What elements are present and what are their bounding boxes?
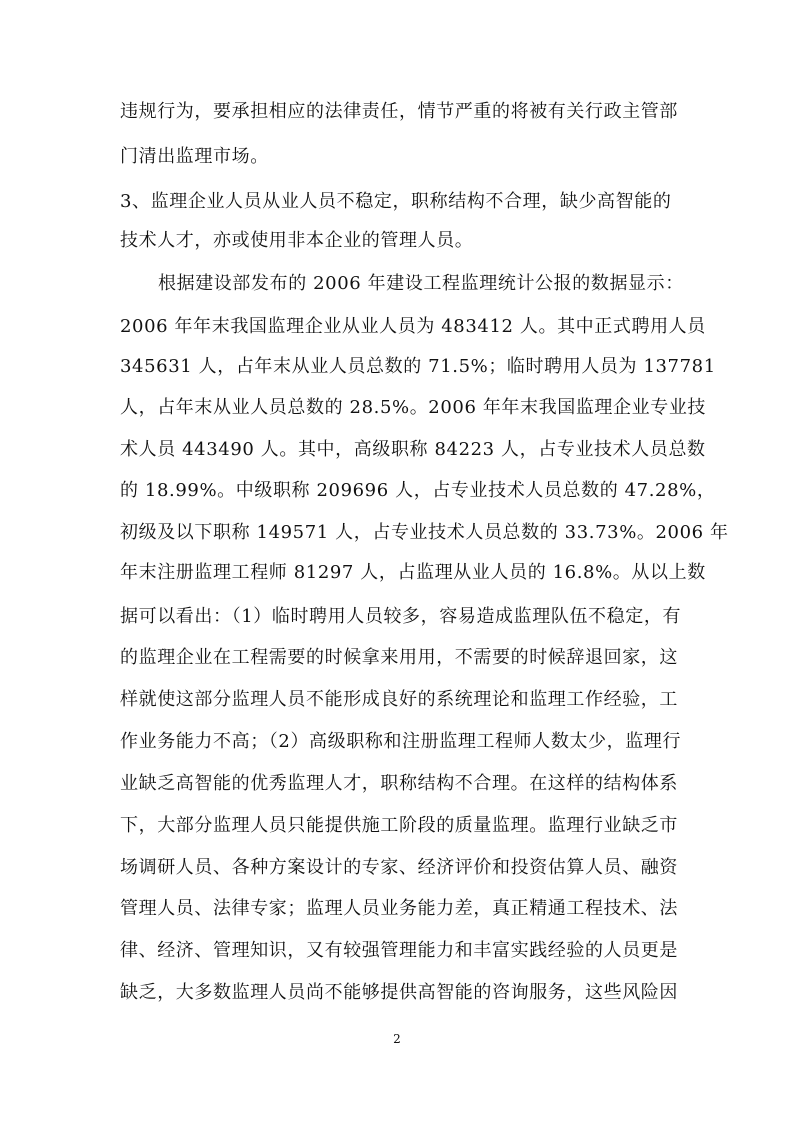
body-text-line: 人，占年末从业人员总数的 28.5%。2006 年年末我国监理企业专业技: [120, 397, 707, 418]
section-heading-line: 3、监理企业人员从业人员不稳定，职称结构不合理，缺少高智能的: [120, 191, 672, 212]
body-text-line: 缺乏，大多数监理人员尚不能够提供高智能的咨询服务，这些风险因: [120, 982, 678, 1003]
body-text-line: 场调研人员、各种方案设计的专家、经济评价和投资估算人员、融资: [120, 857, 678, 878]
body-text-line: 下，大部分监理人员只能提供施工阶段的质量监理。监理行业缺乏市: [120, 815, 678, 836]
page-number: 2: [393, 1032, 401, 1046]
body-text-line: 2006 年年末我国监理企业从业人员为 483412 人。其中正式聘用人员: [120, 316, 706, 337]
body-text-line: 初级及以下职称 149571 人，占专业技术人员总数的 33.73%。2006 年: [120, 522, 729, 543]
section-heading-line: 技术人才，亦或使用非本企业的管理人员。: [120, 230, 474, 251]
body-text-line: 345631 人，占年末从业人员总数的 71.5%；临时聘用人员为 137781: [120, 356, 716, 377]
body-text-line: 据可以看出：（1）临时聘用人员较多，容易造成监理队伍不稳定，有: [120, 606, 682, 627]
body-text-line: 律、经济、管理知识，又有较强管理能力和丰富实践经验的人员更是: [120, 940, 678, 961]
body-text-line: 违规行为，要承担相应的法律责任，情节严重的将被有关行政主管部: [120, 101, 678, 122]
body-text-line: 的监理企业在工程需要的时候拿来用用，不需要的时候辞退回家，这: [120, 647, 678, 668]
body-text-line: 管理人员、法律专家；监理人员业务能力差，真正精通工程技术、法: [120, 898, 678, 919]
paragraph-first-line: 根据建设部发布的 2006 年建设工程监理统计公报的数据显示：: [158, 273, 684, 294]
body-text-line: 门清出监理市场。: [120, 146, 269, 167]
body-text-line: 样就使这部分监理人员不能形成良好的系统理论和监理工作经验，工: [120, 689, 678, 710]
body-text-line: 业缺乏高智能的优秀监理人才，职称结构不合理。在这样的结构体系: [120, 773, 678, 794]
body-text-line: 年末注册监理工程师 81297 人，占监理从业人员的 16.8%。从以上数: [120, 562, 706, 583]
body-text-line: 的 18.99%。中级职称 209696 人，占专业技术人员总数的 47.28%，: [120, 480, 716, 501]
body-text-line: 术人员 443490 人。其中，高级职称 84223 人，占专业技术人员总数: [120, 439, 706, 460]
body-text-line: 作业务能力不高；（2）高级职称和注册监理工程师人数太少，监理行: [120, 731, 682, 752]
